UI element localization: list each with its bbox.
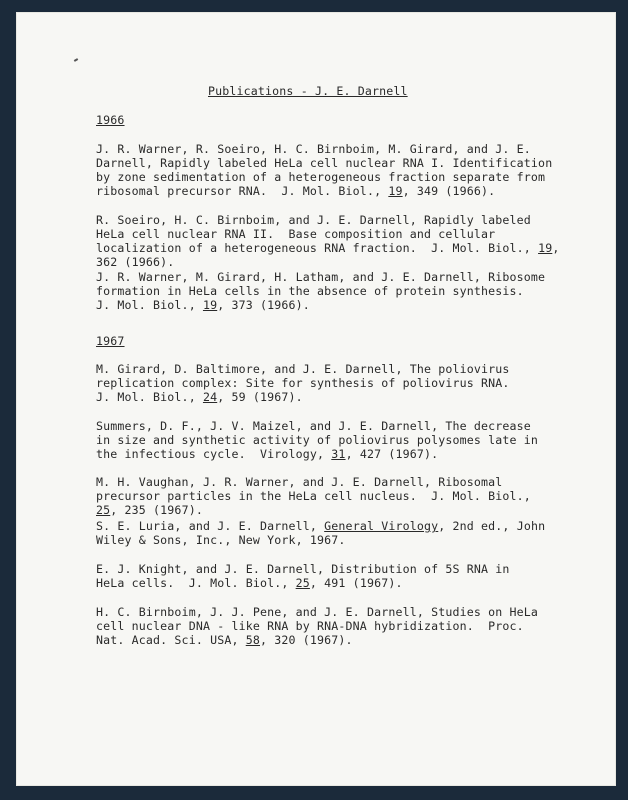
citation-line: cell nuclear DNA - like RNA by RNA-DNA hybridization. Proc.: [96, 619, 524, 633]
publication-list: [16, 12, 616, 786]
citation-line: in size and synthetic activity of poliovirus polysomes late in: [96, 433, 539, 447]
citation-line: [96, 184, 556, 198]
citation-entry: [96, 142, 556, 198]
year-heading: 1967: [96, 334, 125, 348]
citation-line: R. Soeiro, H. C. Birnboim, and J. E. Darnell, Rapidly labeled: [96, 213, 531, 227]
underlined-text: 24: [202, 390, 218, 404]
citation-line: J. R. Warner, M. Girard, H. Latham, and J. E. Darnell, Ribosome: [96, 270, 546, 284]
citation-text: J. Mol. Biol.,: [96, 390, 203, 404]
underlined-text: 19: [388, 184, 403, 198]
citation-entry: [96, 270, 556, 312]
citation-line: HeLa cell nuclear RNA II. Base composition and cellular: [96, 227, 496, 241]
citation-entry: [96, 362, 556, 404]
citation-entry: [96, 562, 556, 590]
citation-line: precursor particles in the HeLa cell nucleus. J. Mol. Biol.,: [96, 489, 531, 503]
citation-text: , 491 (1967).: [309, 576, 403, 590]
citation-text: , 320 (1967).: [260, 633, 353, 647]
year-heading: 1966: [96, 113, 125, 127]
citation-line: Summers, D. F., J. V. Maizel, and J. E. Darnell, The decrease: [96, 419, 531, 433]
citation-line: replication complex: Site for synthesis of poliovirus RNA.: [96, 376, 510, 390]
underlined-text: General Virology: [324, 519, 439, 533]
underlined-text: 19: [538, 241, 553, 255]
citation-text: ,: [552, 241, 560, 255]
citation-entry: [96, 519, 556, 547]
citation-text: , 59 (1967).: [217, 390, 303, 404]
citation-text: , 349 (1966).: [402, 184, 496, 198]
citation-line: Darnell, Rapidly labeled HeLa cell nuclear RNA I. Identification: [96, 156, 553, 170]
citation-text: , 373 (1966).: [217, 298, 310, 312]
citation-line: [96, 241, 560, 255]
citation-line: [96, 503, 556, 517]
citation-line: by zone sedimentation of a heterogeneous fraction separate from: [96, 170, 546, 184]
citation-entry: [96, 605, 556, 647]
document-page: [16, 12, 616, 786]
citation-line: J. R. Warner, R. Soeiro, H. C. Birnboim, M. Girard, and J. E.: [96, 142, 531, 156]
underlined-text: 25: [96, 503, 111, 517]
citation-text: , 2nd ed., John: [438, 519, 546, 533]
citation-line: 362 (1966).: [96, 255, 175, 269]
citation-text: localization of a heterogeneous RNA fraction. J. Mol. Biol.,: [96, 241, 539, 255]
citation-line: [96, 519, 556, 533]
citation-line: M. H. Vaughan, J. R. Warner, and J. E. Darnell, Ribosomal: [96, 475, 503, 489]
citation-text: the infectious cycle. Virology,: [96, 447, 332, 461]
citation-line: H. C. Birnboim, J. J. Pene, and J. E. Darnell, Studies on HeLa: [96, 605, 539, 619]
citation-text: ribosomal precursor RNA. J. Mol. Biol.,: [96, 184, 389, 198]
citation-line: formation in HeLa cells in the absence of protein synthesis.: [96, 284, 524, 298]
citation-line: [96, 576, 556, 590]
underlined-text: 25: [295, 576, 310, 590]
citation-line: [96, 447, 556, 461]
citation-line: [96, 298, 556, 312]
citation-line: E. J. Knight, and J. E. Darnell, Distribution of 5S RNA in: [96, 562, 510, 576]
citation-text: , 427 (1967).: [345, 447, 439, 461]
citation-entry: [96, 475, 556, 517]
citation-entry: [96, 213, 560, 269]
page-title: Publications - J. E. Darnell: [208, 84, 408, 98]
citation-text: HeLa cells. J. Mol. Biol.,: [96, 576, 296, 590]
citation-entry: [96, 419, 556, 461]
underlined-text: 19: [202, 298, 218, 312]
citation-line: Wiley & Sons, Inc., New York, 1967.: [96, 533, 346, 547]
citation-text: S. E. Luria, and J. E. Darnell,: [96, 519, 325, 533]
citation-line: [96, 633, 556, 647]
citation-line: [96, 390, 556, 404]
citation-text: J. Mol. Biol.,: [96, 298, 203, 312]
citation-text: Nat. Acad. Sci. USA,: [96, 633, 246, 647]
underlined-text: 58: [245, 633, 260, 647]
underlined-text: 31: [331, 447, 346, 461]
citation-text: , 235 (1967).: [110, 503, 203, 517]
citation-line: M. Girard, D. Baltimore, and J. E. Darnell, The poliovirus: [96, 362, 510, 376]
